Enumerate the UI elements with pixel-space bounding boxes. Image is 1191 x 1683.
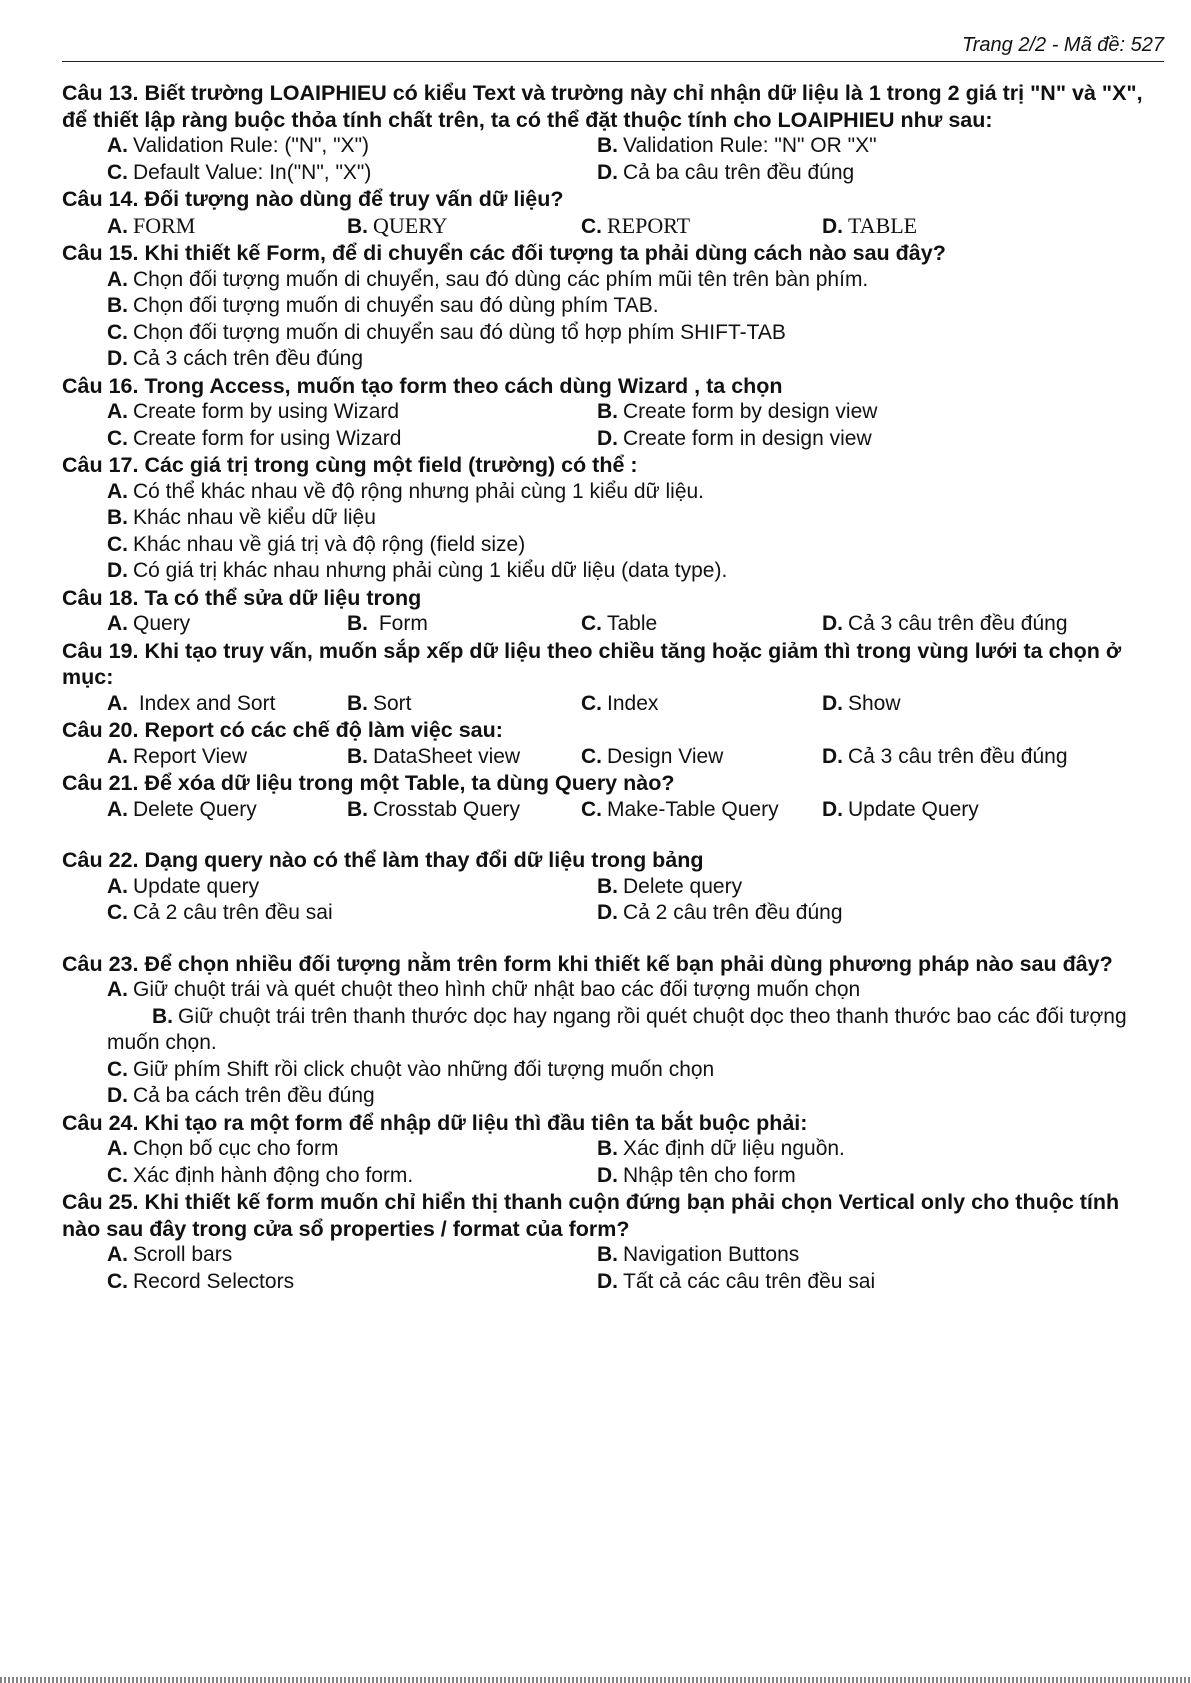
option-b[interactable]: B. Navigation Buttons [597, 1243, 800, 1266]
question-19 [62, 638, 1162, 718]
option-b[interactable]: B. Chọn đối tượng muốn di chuyển sau đó dùng phím TAB. [107, 294, 659, 317]
question-16 [62, 373, 1162, 453]
question-18 [62, 585, 1162, 638]
question-23 [62, 951, 1162, 1110]
question-25 [62, 1189, 1162, 1295]
option-a[interactable]: A. Query [107, 612, 191, 635]
option-b[interactable]: B. Giữ chuột trái trên thanh thước dọc hay ngang rồi quét chuột dọc theo thanh thước bao các đối tượng muốn chọn. [107, 1004, 1127, 1054]
question-title: Câu 20. Report có các chế độ làm việc sau: [62, 718, 503, 742]
option-a[interactable]: A. Giữ chuột trái và quét chuột theo hình chữ nhật bao các đối tượng muốn chọn [107, 978, 861, 1001]
spacer [62, 927, 1162, 951]
question-24 [62, 1110, 1162, 1190]
question-title: Câu 22. Dạng query nào có thể làm thay đổi dữ liệu trong bảng [62, 848, 704, 872]
question-title: Câu 17. Các giá trị trong cùng một field (trường) có thể : [62, 453, 638, 477]
options [62, 399, 1162, 452]
option-b[interactable]: B. Crosstab Query [347, 797, 521, 821]
option-d[interactable]: D. Cả 2 câu trên đều đúng [597, 901, 843, 924]
option-a[interactable]: A. FORM [107, 212, 196, 238]
option-d[interactable]: D. Nhập tên cho form [597, 1163, 796, 1187]
option-d[interactable]: D. Cả ba cách trên đều đúng [107, 1084, 375, 1107]
question-title: Câu 16. Trong Access, muốn tạo form theo cách dùng Wizard , ta chọn [62, 373, 783, 398]
options [62, 267, 1162, 373]
question-title: Câu 14. Đối tượng nào dùng để truy vấn dữ liệu? [62, 187, 564, 211]
option-a[interactable]: A. Scroll bars [107, 1243, 233, 1266]
option-b[interactable]: B. QUERY [347, 212, 448, 238]
question-title: Câu 21. Để xóa dữ liệu trong một Table, ta dùng Query nào? [62, 771, 675, 795]
option-a[interactable]: A. Chọn đối tượng muốn di chuyển, sau đó dùng các phím mũi tên trên bàn phím. [107, 267, 869, 291]
options [62, 1136, 1162, 1189]
question-22 [62, 847, 1162, 927]
option-a[interactable]: A. Update query [107, 874, 260, 898]
option-a[interactable]: A. Index and Sort [107, 691, 276, 715]
options [62, 874, 1162, 927]
option-d[interactable]: D. Tất cả các câu trên đều sai [597, 1269, 876, 1293]
question-17 [62, 452, 1162, 585]
option-b[interactable]: B. Khác nhau về kiểu dữ liệu [107, 506, 376, 529]
options [62, 213, 1162, 241]
option-d[interactable]: D. Create form in design view [597, 426, 872, 450]
option-a[interactable]: A. Create form by using Wizard [107, 400, 400, 423]
option-d[interactable]: D. Có giá trị khác nhau nhưng phải cùng 1 kiểu dữ liệu (data type). [107, 559, 728, 582]
scan-edge-divider [0, 1677, 1191, 1683]
question-15 [62, 240, 1162, 373]
option-d[interactable]: D. Cả 3 câu trên đều đúng [822, 612, 1068, 635]
option-b[interactable]: B. Sort [347, 691, 412, 715]
option-a[interactable]: A. Report View [107, 744, 248, 768]
question-title: Câu 13. Biết trường LOAIPHIEU có kiểu Text và trường này chỉ nhận dữ liệu là 1 trong 2 giá trị "N" và "X", để thiết lập ràng buộc thỏa tính chất trên, ta có thể đặt thuộc tính cho LOAIPHIEU như sau: [62, 81, 1143, 132]
spacer [62, 823, 1162, 847]
option-b[interactable]: B. Form [347, 612, 428, 635]
option-d[interactable]: D. Cả ba câu trên đều đúng [597, 160, 855, 184]
options [62, 133, 1162, 186]
question-title: Câu 23. Để chọn nhiều đối tượng nằm trên form khi thiết kế bạn phải dùng phương pháp nào sau đây? [62, 951, 1113, 976]
options [62, 479, 1162, 585]
option-b[interactable]: B. Create form by design view [597, 400, 878, 423]
option-a[interactable]: A. Chọn bố cục cho form [107, 1137, 339, 1160]
option-c[interactable]: C. Create form for using Wizard [107, 426, 402, 450]
option-c[interactable]: C. Chọn đối tượng muốn di chuyển sau đó dùng tổ hợp phím SHIFT-TAB [107, 320, 786, 344]
options [62, 611, 1162, 638]
question-title: Câu 25. Khi thiết kế form muốn chỉ hiển thị thanh cuộn đứng bạn phải chọn Vertical only cho thuộc tính nào sau đây trong cửa sổ properties / format của form? [62, 1190, 1120, 1241]
option-c[interactable]: C. Index [581, 691, 659, 715]
option-a[interactable]: A. Validation Rule: ("N", "X") [107, 134, 370, 157]
option-d[interactable]: D. Show [822, 691, 901, 715]
question-title: Câu 19. Khi tạo truy vấn, muốn sắp xếp dữ liệu theo chiều tăng hoặc giảm thì trong vùng lưới ta chọn ở mục: [62, 638, 1122, 689]
question-title: Câu 18. Ta có thể sửa dữ liệu trong [62, 585, 422, 610]
option-b[interactable]: B. DataSheet view [347, 744, 521, 768]
options [62, 977, 1162, 1110]
question-14 [62, 186, 1162, 240]
exam-content [62, 80, 1162, 1295]
option-c[interactable]: C. Design View [581, 744, 724, 768]
option-c[interactable]: C. Giữ phím Shift rồi click chuột vào những đối tượng muốn chọn [107, 1057, 715, 1081]
option-d[interactable]: D. Cả 3 câu trên đều đúng [822, 744, 1068, 768]
option-a[interactable]: A. Delete Query [107, 797, 257, 821]
option-c[interactable]: C. Xác định hành động cho form. [107, 1163, 414, 1187]
option-b[interactable]: B. Xác định dữ liệu nguồn. [597, 1137, 845, 1160]
option-c[interactable]: C. Table [581, 612, 658, 635]
option-a[interactable]: A. Có thể khác nhau về độ rộng nhưng phải cùng 1 kiểu dữ liệu. [107, 479, 705, 503]
option-c[interactable]: C. Khác nhau về giá trị và độ rộng (field size) [107, 532, 526, 556]
question-21 [62, 770, 1162, 823]
question-20 [62, 717, 1162, 770]
option-c[interactable]: C. Default Value: In("N", "X") [107, 160, 372, 184]
option-c[interactable]: C. Make-Table Query [581, 797, 779, 821]
options [62, 744, 1162, 771]
options [62, 797, 1162, 824]
option-b[interactable]: B. Delete query [597, 874, 743, 898]
option-d[interactable]: D. Cả 3 cách trên đều đúng [107, 347, 363, 370]
option-d[interactable]: D. TABLE [822, 212, 918, 238]
question-title: Câu 24. Khi tạo ra một form để nhập dữ liệu thì đầu tiên ta bắt buộc phải: [62, 1110, 808, 1135]
option-c[interactable]: C. Cả 2 câu trên đều sai [107, 901, 333, 924]
option-b[interactable]: B. Validation Rule: "N" OR "X" [597, 134, 877, 157]
option-c[interactable]: C. Record Selectors [107, 1269, 295, 1293]
option-d[interactable]: D. Update Query [822, 797, 979, 821]
options [62, 1242, 1162, 1295]
question-title: Câu 15. Khi thiết kế Form, để di chuyển các đối tượng ta phải dùng cách nào sau đây? [62, 241, 946, 265]
page-info: Trang 2/2 - Mã đề: 527 [962, 34, 1164, 56]
question-13 [62, 80, 1162, 186]
options [62, 691, 1162, 718]
option-c[interactable]: C. REPORT [581, 212, 691, 238]
page-header [62, 34, 1164, 62]
